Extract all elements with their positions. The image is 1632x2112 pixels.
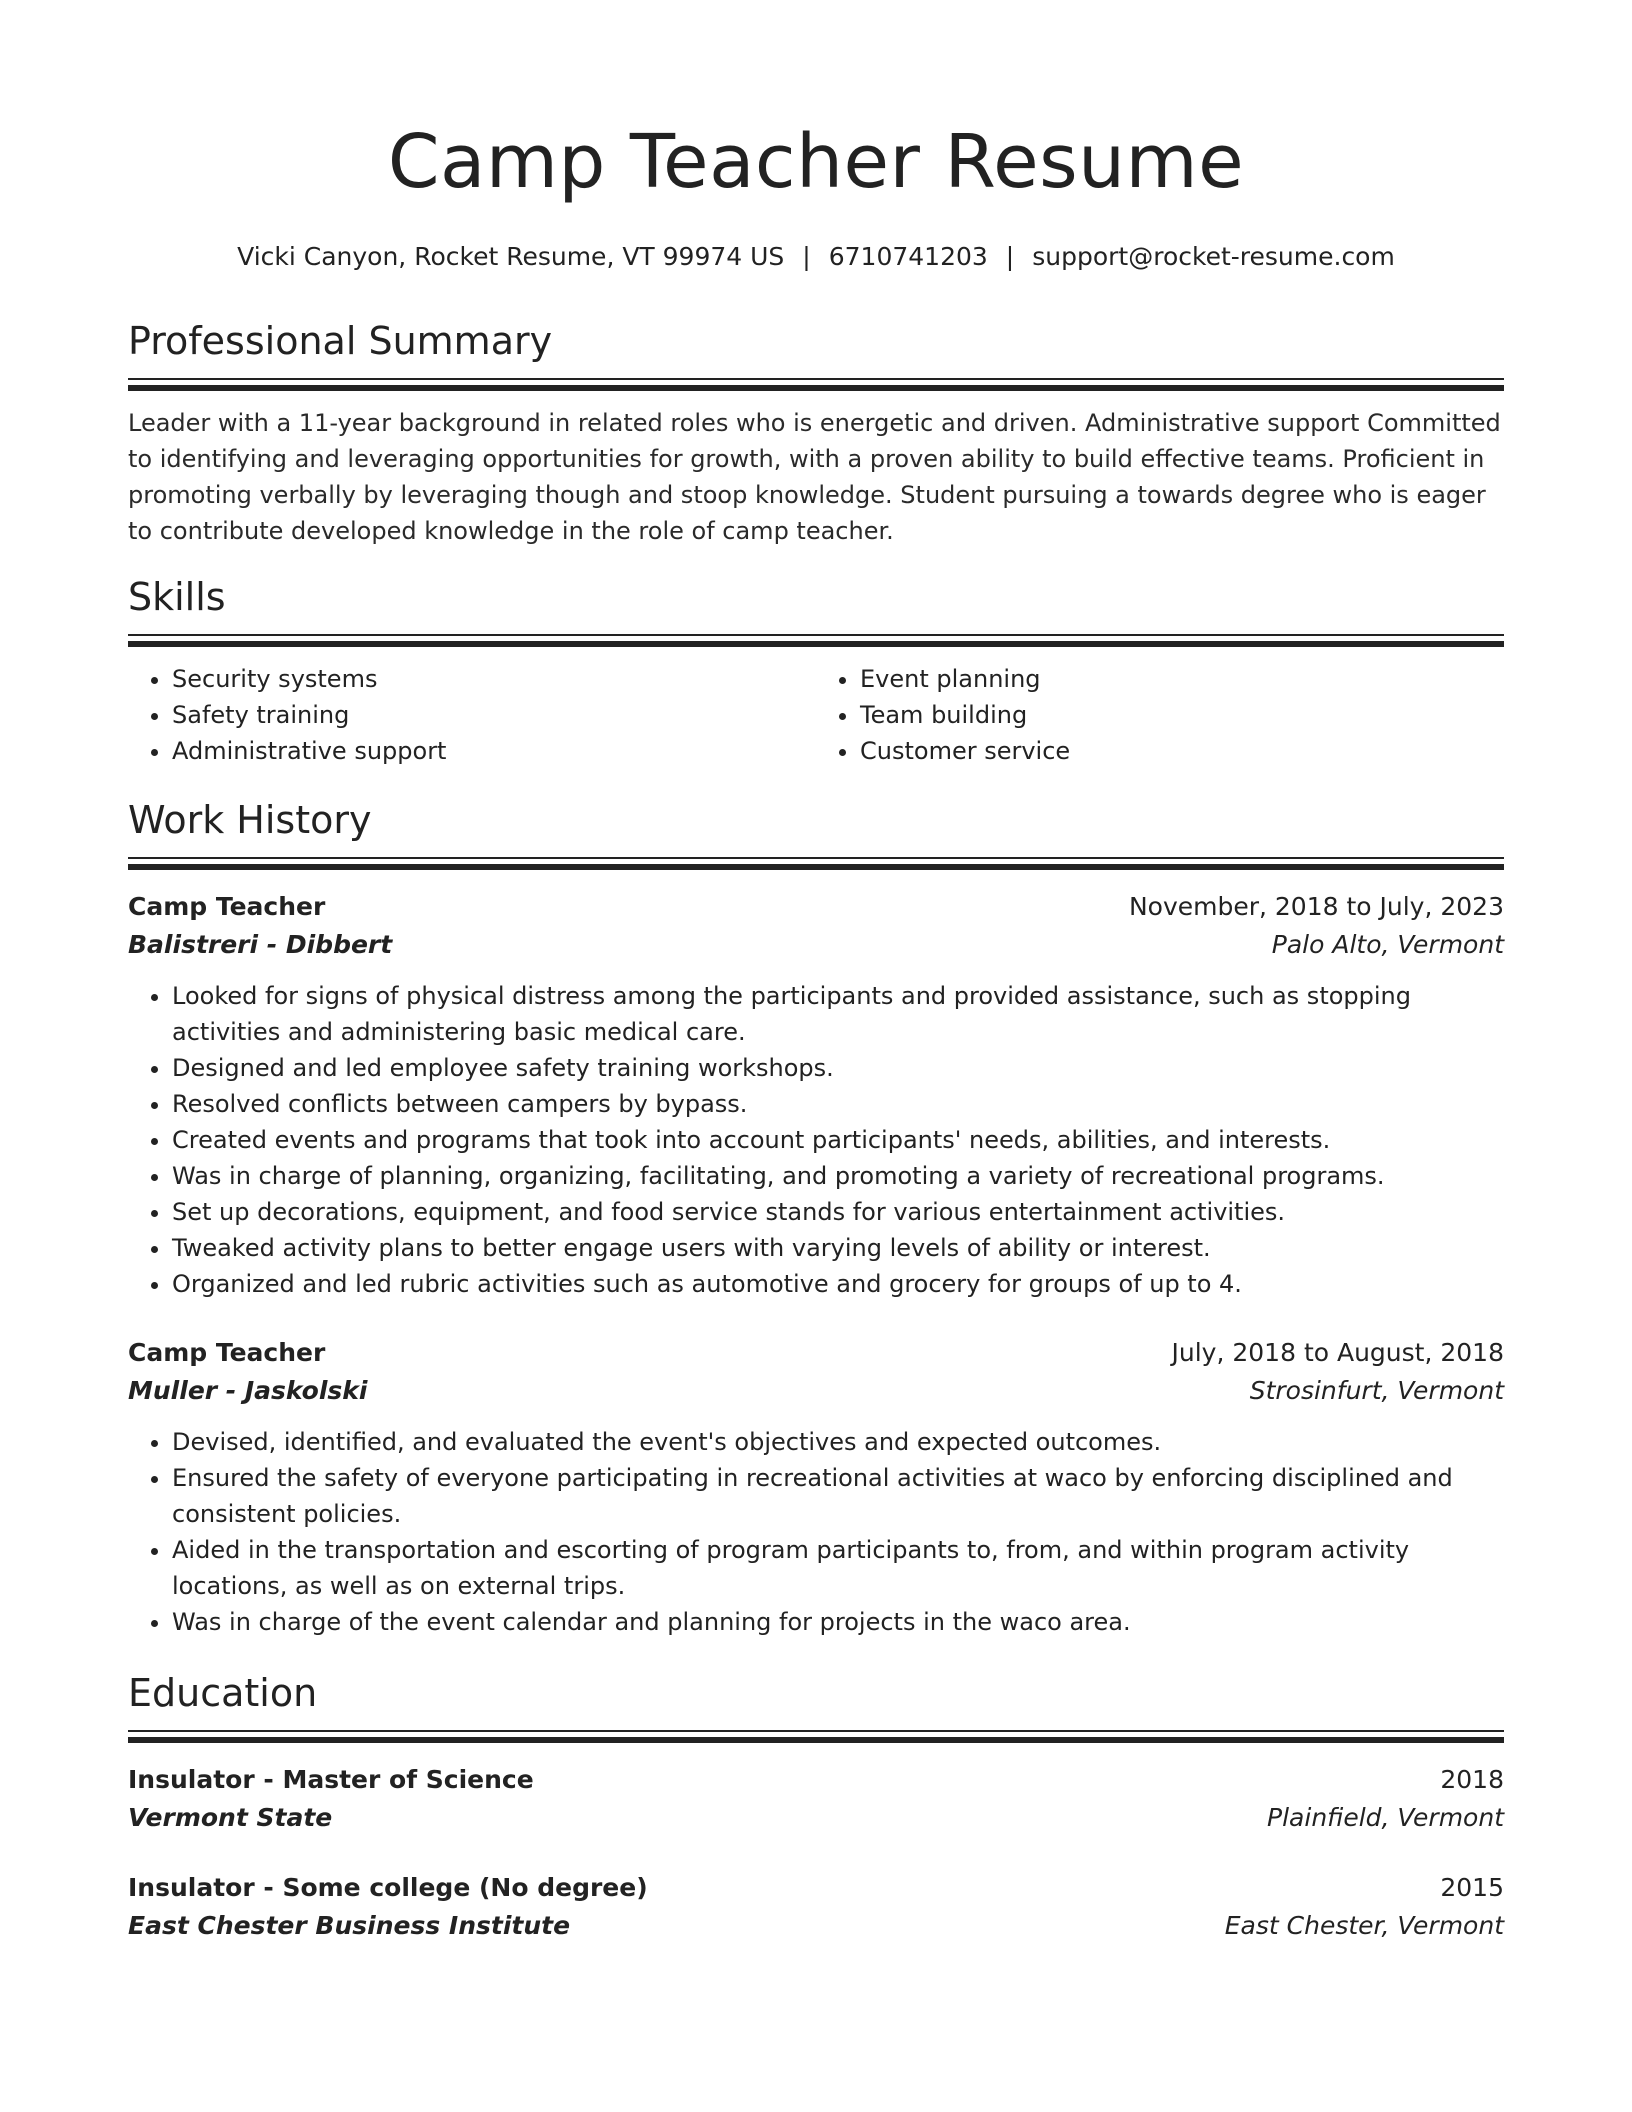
education-location: Plainfield, Vermont: [1267, 1803, 1504, 1832]
list-item: • Looked for signs of physical distress among the participants and provided assistance, such as stopping activities and administering basic medical care.: [172, 978, 1504, 1050]
contact-separator: |: [802, 242, 811, 271]
skill-item: • Customer service: [860, 733, 1504, 769]
contact-separator: |: [1005, 242, 1015, 271]
job-entry: [128, 888, 1504, 1302]
job-dates: November, 2018 to July, 2023: [1128, 892, 1504, 921]
section-divider: [128, 1730, 1504, 1743]
contact-line: [128, 240, 1504, 274]
summary-section: [128, 316, 1504, 549]
skill-item: • Administrative support: [172, 733, 816, 769]
education-section: [128, 1668, 1504, 1945]
skill-item: • Safety training: [172, 697, 816, 733]
section-title-education: Education: [128, 1671, 318, 1715]
job-bullets: [128, 1424, 1504, 1640]
list-item: • Set up decorations, equipment, and food service stands for various entertainment activities.: [172, 1194, 1504, 1230]
education-subheader: [128, 1799, 1504, 1837]
contact-phone: 6710741203: [828, 242, 988, 271]
contact-email[interactable]: support@rocket-resume.com: [1032, 242, 1395, 271]
page-title: Camp Teacher Resume: [387, 119, 1245, 205]
section-divider: [128, 634, 1504, 647]
education-location: East Chester, Vermont: [1224, 1911, 1504, 1940]
section-title-summary: Professional Summary: [128, 319, 553, 363]
list-item: • Organized and led rubric activities such as automotive and grocery for groups of up to 4.: [172, 1266, 1504, 1302]
education-school: Vermont State: [128, 1803, 333, 1832]
job-subheader: [128, 1372, 1504, 1410]
job-bullets: [128, 978, 1504, 1302]
list-item: • Designed and led employee safety training workshops.: [172, 1050, 1504, 1086]
job-subheader: [128, 926, 1504, 964]
skill-item: • Event planning: [860, 661, 1504, 697]
job-header: [128, 888, 1504, 926]
skill-item: • Team building: [860, 697, 1504, 733]
education-header: [128, 1869, 1504, 1907]
education-year: 2015: [1440, 1873, 1504, 1902]
education-entry: [128, 1761, 1504, 1837]
job-location: Palo Alto, Vermont: [1271, 930, 1504, 959]
contact-address: Vicki Canyon, Rocket Resume, VT 99974 US: [237, 242, 785, 271]
education-degree: Insulator - Some college (No degree): [128, 1873, 648, 1902]
work-history-section: [128, 795, 1504, 1640]
job-company: Balistreri - Dibbert: [128, 930, 393, 959]
skills-columns: [128, 661, 1504, 769]
list-item: • Ensured the safety of everyone participating in recreational activities at waco by enforcing disciplined and consistent policies.: [172, 1460, 1504, 1532]
education-subheader: [128, 1907, 1504, 1945]
job-location: Strosinfurt, Vermont: [1249, 1376, 1504, 1405]
section-divider: [128, 857, 1504, 870]
education-header: [128, 1761, 1504, 1799]
list-item: • Created events and programs that took into account participants' needs, abilities, and interests.: [172, 1122, 1504, 1158]
education-year: 2018: [1440, 1765, 1504, 1794]
job-title: Camp Teacher: [128, 892, 326, 921]
list-item: • Tweaked activity plans to better engage users with varying levels of ability or interest.: [172, 1230, 1504, 1266]
education-degree: Insulator - Master of Science: [128, 1765, 534, 1794]
education-school: East Chester Business Institute: [128, 1911, 571, 1940]
job-header: [128, 1334, 1504, 1372]
skills-left-list: [128, 661, 816, 769]
list-item: • Was in charge of planning, organizing, facilitating, and promoting a variety of recreational programs.: [172, 1158, 1504, 1194]
skills-right-list: [816, 661, 1504, 769]
education-entry: [128, 1869, 1504, 1945]
section-title-skills: Skills: [128, 575, 226, 619]
skills-section: [128, 572, 1504, 769]
job-entry: [128, 1334, 1504, 1640]
section-divider: [128, 378, 1504, 391]
list-item: • Resolved conflicts between campers by bypass.: [172, 1086, 1504, 1122]
job-dates: July, 2018 to August, 2018: [1171, 1338, 1504, 1367]
job-title: Camp Teacher: [128, 1338, 326, 1367]
list-item: • Was in charge of the event calendar and planning for projects in the waco area.: [172, 1604, 1504, 1640]
section-title-work: Work History: [128, 798, 372, 842]
skill-item: • Security systems: [172, 661, 816, 697]
list-item: • Aided in the transportation and escorting of program participants to, from, and within program activity locations, as well as on external trips.: [172, 1532, 1504, 1604]
job-company: Muller - Jaskolski: [128, 1376, 368, 1405]
summary-text: Leader with a 11-year background in related roles who is energetic and driven. Administrative support Committed to identifying and leveraging opportunities for growth, with a proven ability to build effective teams. Proficient in promoting verbally by leveraging though and stoop knowledge. Student pursuing a towards degree who is eager to contribute developed knowledge in the role of camp teacher.: [128, 409, 1501, 545]
list-item: • Devised, identified, and evaluated the event's objectives and expected outcomes.: [172, 1424, 1504, 1460]
